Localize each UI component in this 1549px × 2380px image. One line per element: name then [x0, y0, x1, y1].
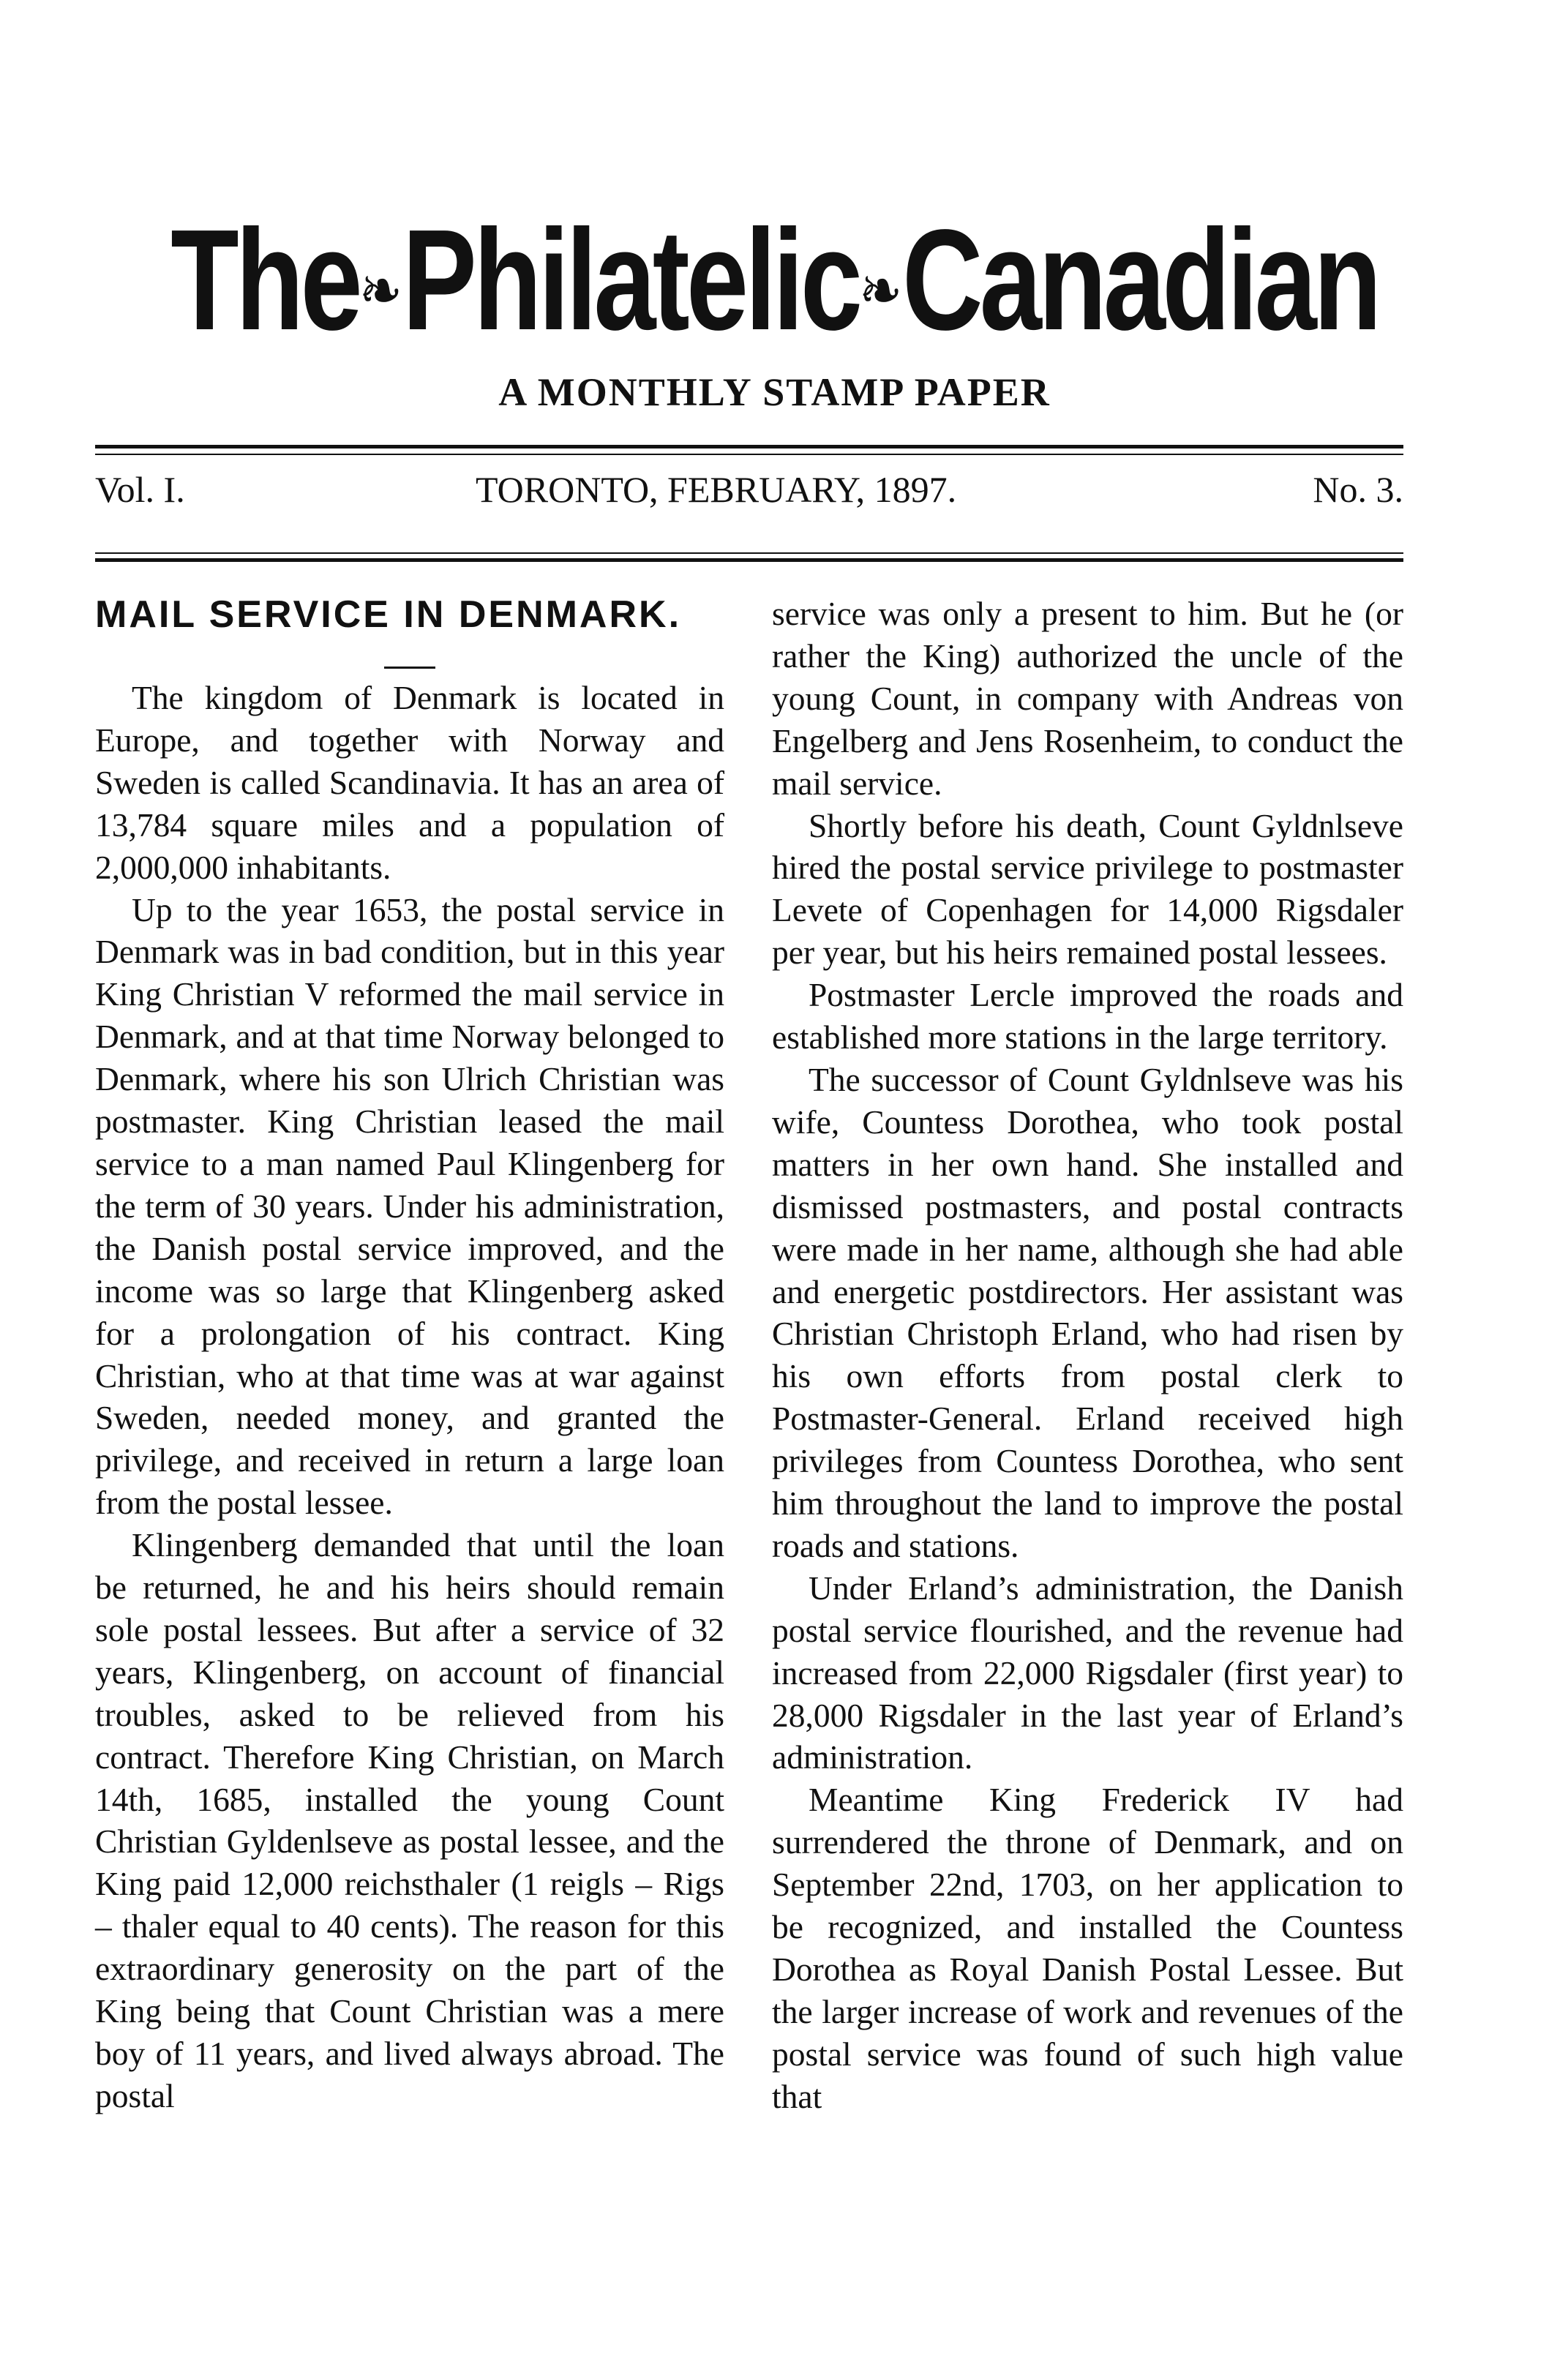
ornament-icon: ❧ [359, 255, 402, 329]
paragraph: service was only a present to him. But he (or rather the King) authorized the uncle of the young Count, in company with Andreas von Engelberg and Jens Rosenheim, to conduct the mail service. [772, 595, 1403, 802]
paragraph: The successor of Count Gyldnlseve was his wife, Countess Dorothea, who took postal matters in her own hand. She installed and dismissed postmasters, and postal contracts were made in her name, although she had able and energetic postdirectors. Her assistant was Christian Christoph Erland, who had risen by his own efforts from postal clerk to Postmaster-General. Erland received high privileges from Countess Dorothea, who sent him throughout the land to improve the postal roads and stations. [772, 1060, 1403, 1564]
paragraph: Up to the year 1653, the postal service in Denmark was in bad condition, but in this year King Christian V reformed the mail service in Denmark, and at that time Norway belonged to Denmark, where his son Ulrich Christian was postmaster. King Christian leased the mail service to a man named Paul Klingenberg for the term of 30 years. Under his administration, the Danish postal service improved, and the income was so large that Klingenberg asked for a prolongation of his contract. King Christian, who at that time was at war against Sweden, needed money, and granted the privilege, and received in return a large loan from the postal lessee. [95, 890, 724, 1522]
headline-dash [95, 637, 724, 677]
masthead-title [170, 200, 1379, 360]
masthead-word-canadian: Canadian [902, 200, 1379, 360]
mid-rule-thin [95, 552, 1403, 554]
right-column [772, 593, 1403, 2118]
volume-number: Vol. I. [95, 469, 185, 510]
article-headline: MAIL SERVICE IN DENMARK. [95, 593, 682, 636]
paragraph: Shortly before his death, Count Gyldnlseve hired the postal service privilege to postmaster Levete of Copenhagen for 14,000 Rigsdaler per year, but his heirs remained postal lessees. [772, 806, 1403, 972]
left-column [95, 593, 724, 2117]
masthead-word-philatelic: Philatelic [402, 200, 860, 360]
place-date: TORONTO, FEBRUARY, 1897. [476, 469, 957, 510]
paragraph: Meantime King Frederick IV had surrendered the throne of Denmark, and on September 22nd, 1703, on her application to be recognized, and installed the Countess Dorothea as Royal Danish Postal Lessee. But the larger increase of work and revenues of the postal service was found of such high value that [772, 1781, 1403, 2115]
mid-rule-thick [95, 558, 1403, 562]
paragraph: The kingdom of Denmark is located in Europe, and together with Norway and Sweden is called Scandinavia. It has an area of 13,784 square miles and a population of 2,000,000 inhabitants. [95, 679, 724, 886]
ornament-icon: ❧ [859, 255, 903, 329]
masthead-subtitle: A MONTHLY STAMP PAPER [498, 370, 1051, 414]
paragraph: Under Erland’s administration, the Danish postal service flourished, and the revenue had increased from 22,000 Rigsdaler (first year) to 28,000 Rigsdaler in the last year of Erland’s administration. [772, 1569, 1403, 1776]
paragraph: Postmaster Lercle improved the roads and established more stations in the large territory. [772, 976, 1403, 1056]
issue-number: No. 3. [1313, 469, 1403, 510]
issue-line [95, 468, 1403, 519]
top-rule-thin [95, 454, 1403, 455]
masthead-word-the: The [170, 200, 359, 360]
paragraph: Klingenberg demanded that until the loan be returned, he and his heirs should remain sole postal lessees. But after a service of 32 years, Klingenberg, on account of financial troubles, asked to be relieved from his contract. Therefore King Christian, on March 14th, 1685, installed the young Count Christian Gyldenlseve as postal lessee, and the King paid 12,000 reichsthaler (1 reigls – Rigs – thaler equal to 40 cents). The reason for this extraordinary generosity on the part of the King being that Count Christian was a mere boy of 11 years, and lived always abroad. The postal [95, 1526, 724, 2114]
top-rule-thick [95, 445, 1403, 448]
